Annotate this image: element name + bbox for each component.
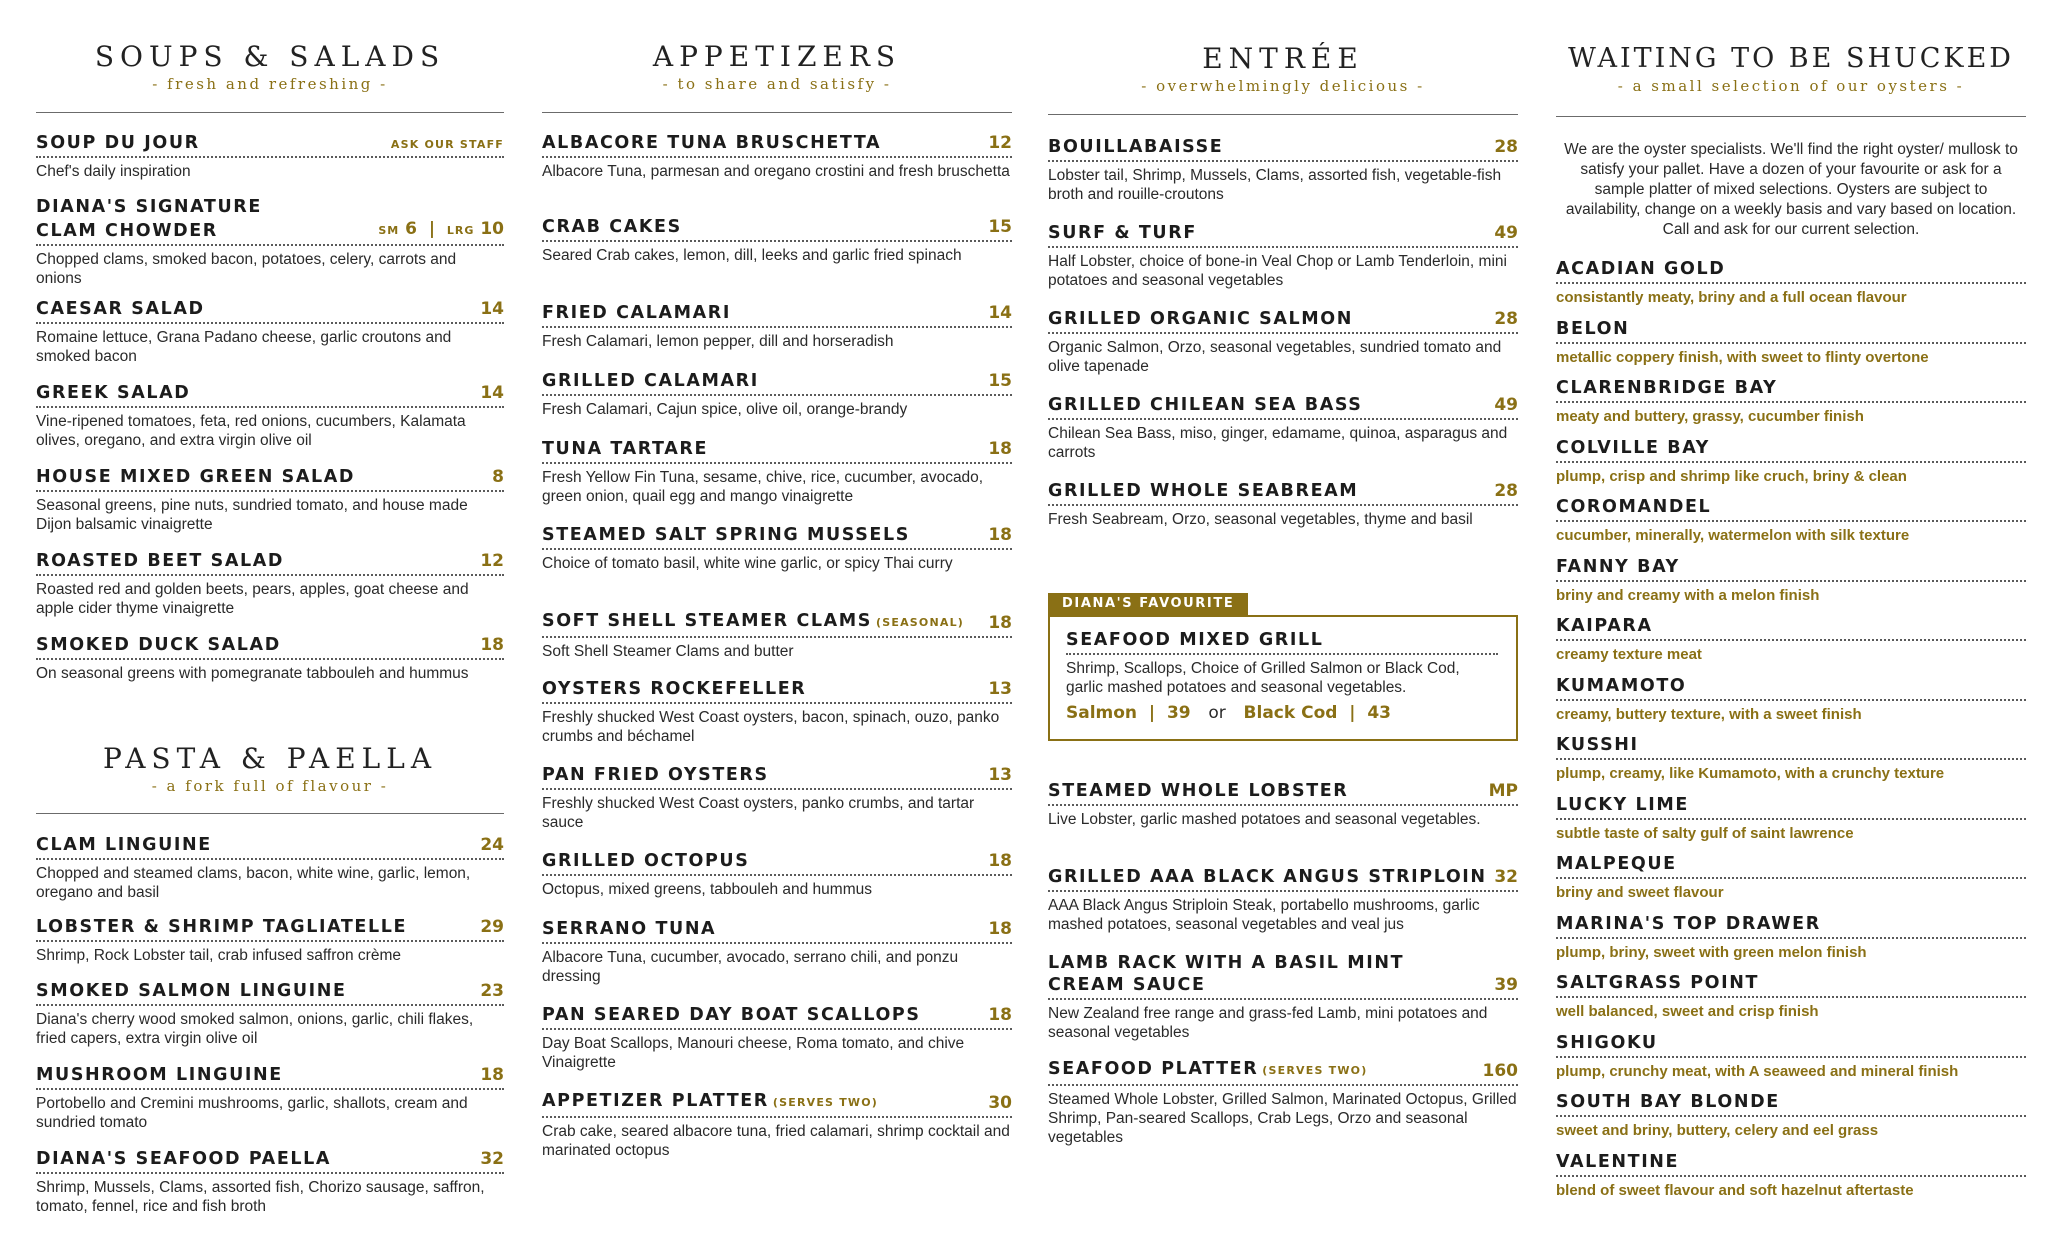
item-price: 28 [1494,137,1518,157]
item-name: STEAMED SALT SPRING MUSSELS [542,525,910,545]
item-price: 32 [1494,867,1518,887]
menu-item-striploin [1048,866,1518,934]
item-name: STEAMED WHOLE LOBSTER [1048,781,1349,801]
item-description: AAA Black Angus Striploin Steak, portabello mushrooms, garlic mashed potatoes, seasonal vegetables and veal jus [1048,897,1480,933]
item-description: Chopped clams, smoked bacon, potatoes, celery, carrots and onions [36,251,457,287]
item-description: Chilean Sea Bass, miso, ginger, edamame, quinoa, asparagus and carrots [1048,425,1508,461]
item-price: 32 [480,1149,504,1169]
oyster-name: KUMAMOTO [1556,675,1687,696]
section-title: APPETIZERS [652,40,902,73]
menu-item-mussels [542,524,1012,573]
item-price: SM 6 | LRG 10 [378,219,504,239]
item-name: BOUILLABAISSE [1048,137,1224,157]
oyster-name: VALENTINE [1556,1151,1680,1172]
item-description: Half Lobster, choice of bone-in Veal Chop or Lamb Tenderloin, mini potatoes and seasonal vegetables [1048,253,1507,289]
menu-item-seabream [1048,480,1518,529]
item-price: 15 [988,371,1012,391]
menu-item-fried-calamari [542,302,1012,351]
item-description: Freshly shucked West Coast oysters, panko crumbs, and tartar sauce [542,795,975,831]
item-description: Day Boat Scallops, Manouri cheese, Roma tomato, and chive Vinaigrette [542,1035,965,1071]
item-name: DIANA'S SEAFOOD PAELLA [36,1149,332,1169]
oyster-item [1556,794,2026,854]
section-title: ENTRÉE [1202,42,1364,75]
item-price: 39 [1494,975,1518,995]
oyster-item [1556,318,2026,378]
item-name: GRILLED WHOLE SEABREAM [1048,481,1359,501]
item-description: Fresh Seabream, Orzo, seasonal vegetables, thyme and basil [1048,511,1473,528]
item-name: LOBSTER & SHRIMP TAGLIATELLE [36,917,408,937]
oyster-item [1556,1091,2026,1151]
oyster-description: blend of sweet flavour and soft hazelnut aftertaste [1556,1181,1914,1199]
oyster-name: SOUTH BAY BLONDE [1556,1092,1780,1112]
item-description: Albacore Tuna, cucumber, avocado, serrano chili, and ponzu dressing [542,949,959,985]
section-title: PASTA & PAELLA [102,742,438,775]
menu-item-bouillabaisse [1048,136,1518,204]
item-price: 14 [480,383,504,403]
item-name: SURF & TURF [1048,223,1197,243]
item-name: APPETIZER PLATTER (SERVES TWO) [542,1091,879,1111]
item-description: Portobello and Cremini mushrooms, garlic, shallots, cream and sundried tomato [36,1095,468,1131]
menu-item-scallops [542,1004,1012,1072]
item-price: 18 [988,439,1012,459]
menu-item-tuna-bruschetta [542,132,1012,181]
menu-item-seafood-platter [1048,1058,1518,1147]
item-description: Fresh Calamari, lemon pepper, dill and horseradish [542,333,894,350]
menu-item-beet-salad [36,550,504,618]
column-soups-pasta [36,0,504,1243]
menu-item-soup-du-jour [36,132,504,181]
item-description: Lobster tail, Shrimp, Mussels, Clams, assorted fish, vegetable-fish broth and rouille-croutons [1048,167,1502,203]
oyster-description: consistantly meaty, briny and a full ocean flavour [1556,289,1907,306]
oyster-item [1556,734,2026,794]
item-description: Diana's cherry wood smoked salmon, onions, garlic, chili flakes, fried capers, extra virgin olive oil [36,1011,474,1047]
oyster-item [1556,675,2026,735]
section-subtitle: - to share and satisfy - [662,75,892,93]
item-price: 23 [480,981,504,1001]
appetizers-header [542,40,1012,94]
oyster-name: LUCKY LIME [1556,794,1689,815]
oyster-item [1556,913,2026,973]
item-name: SMOKED DUCK SALAD [36,635,281,655]
oyster-item [1556,972,2026,1032]
item-price: 13 [988,679,1012,699]
item-name: MUSHROOM LINGUINE [36,1065,283,1085]
item-price: 18 [988,851,1012,871]
section-subtitle: - overwhelmingly delicious - [1141,77,1425,95]
item-description: Shrimp, Mussels, Clams, assorted fish, Chorizo sausage, saffron, tomato, fennel, rice and fish broth [36,1179,485,1215]
item-price: 49 [1494,395,1518,415]
item-name: GRILLED CHILEAN SEA BASS [1048,395,1363,415]
item-description: Albacore Tuna, parmesan and oregano crostini and fresh bruschetta [542,163,1010,180]
section-subtitle: - a small selection of our oysters - [1617,77,1965,95]
menu-item-greek-salad [36,382,504,450]
oyster-description: well balanced, sweet and crisp finish [1556,1003,1819,1020]
oyster-item [1556,556,2026,616]
oyster-name: COROMANDEL [1556,497,1712,517]
oyster-item [1556,377,2026,437]
oysters-header [1556,42,2026,96]
oyster-item [1556,1032,2026,1092]
menu-item-oysters-rockefeller [542,678,1012,746]
item-name: GRILLED CALAMARI [542,371,759,391]
oyster-name: KUSSHI [1556,735,1639,755]
section-title: SOUPS & SALADS [94,40,446,73]
item-description: Crab cake, seared albacore tuna, fried calamari, shrimp cocktail and marinated octopus [542,1123,1010,1159]
item-price: 18 [988,919,1012,939]
menu-item-house-salad [36,466,504,534]
item-price: 28 [1494,481,1518,501]
entree-header [1048,42,1518,96]
oyster-name: ACADIAN GOLD [1556,259,1726,279]
oyster-item [1556,258,2026,318]
item-name: FRIED CALAMARI [542,303,731,323]
column-appetizers [542,0,1012,1243]
favourite-prices: Salmon | 39 or Black Cod | 43 [1066,703,1392,723]
item-price: 14 [480,299,504,319]
item-note: (SERVES TWO) [772,1096,879,1109]
item-name: GRILLED ORGANIC SALMON [1048,309,1354,329]
item-price: 12 [480,551,504,571]
item-name: ALBACORE TUNA BRUSCHETTA [542,133,882,153]
item-description: Roasted red and golden beets, pears, apples, goat cheese and apple cider thyme vinaigrette [36,581,469,617]
oyster-name: FANNY BAY [1556,556,1680,577]
oyster-name: BELON [1556,318,1630,339]
oyster-name: COLVILLE BAY [1556,437,1710,458]
menu-item-surf-turf [1048,222,1518,290]
oyster-description: sweet and briny, buttery, celery and eel grass [1556,1122,1879,1139]
item-description: Romaine lettuce, Grana Padano cheese, garlic croutons and smoked bacon [36,329,452,365]
oyster-description: briny and sweet flavour [1556,884,1724,901]
item-description: Shrimp, Scallops, Choice of Grilled Salmon or Black Cod, garlic mashed potatoes and seasonal vegetables. [1066,660,1460,696]
section-subtitle: - a fork full of flavour - [151,777,389,795]
item-name: SMOKED SALMON LINGUINE [36,981,347,1001]
item-description: Live Lobster, garlic mashed potatoes and seasonal vegetables. [1048,811,1481,828]
item-name: TUNA TARTARE [542,439,708,459]
item-price: 18 [480,635,504,655]
item-name: CAESAR SALAD [36,299,205,319]
item-description: Seasonal greens, pine nuts, sundried tomato, and house made Dijon balsamic vinaigrette [36,497,468,533]
oyster-name: SHIGOKU [1556,1032,1658,1053]
item-price: 30 [988,1093,1012,1113]
item-price: MP [1488,781,1518,801]
item-price: 24 [480,835,504,855]
item-name-line1: DIANA'S SIGNATURE [36,197,262,217]
item-price: 49 [1494,223,1518,243]
oyster-description: plump, briny, sweet with green melon finish [1556,943,1867,961]
menu-item-grilled-octopus [542,850,1012,899]
section-title: WAITING TO BE SHUCKED [1568,43,2014,74]
section-divider [542,112,1012,113]
item-description: New Zealand free range and grass-fed Lamb, mini potatoes and seasonal vegetables [1048,1005,1488,1041]
oyster-list [1556,258,2026,1210]
item-description: Seared Crab cakes, lemon, dill, leeks and garlic fried spinach [542,247,962,264]
menu-item-tagliatelle [36,916,504,965]
item-price: 29 [480,917,504,937]
item-name: CRAB CAKES [542,217,682,237]
item-price: 18 [988,1005,1012,1025]
item-description: On seasonal greens with pomegranate tabbouleh and hummus [36,665,469,682]
item-price: 13 [988,765,1012,785]
oyster-description: plump, creamy, like Kumamoto, with a crunchy texture [1556,765,1945,782]
menu-item-whole-lobster [1048,780,1518,829]
menu-item-clam-linguine [36,834,504,902]
menu-item-mushroom-linguine [36,1064,504,1132]
oyster-description: plump, crisp and shrimp like cruch, briny & clean [1556,467,1907,485]
column-entree [1048,0,1518,1243]
oyster-item [1556,1151,2026,1211]
item-name-line1: LAMB RACK WITH A BASIL MINT [1048,953,1405,973]
item-description: Freshly shucked West Coast oysters, bacon, spinach, ouzo, panko crumbs and béchamel [542,709,1000,745]
section-divider [1048,114,1518,115]
item-description: Soft Shell Steamer Clams and butter [542,643,794,660]
item-note: (SEASONAL) [876,616,965,629]
item-name: SEAFOOD PLATTER (SERVES TWO) [1048,1059,1368,1079]
menu-item-appetizer-platter [542,1090,1012,1160]
oyster-name: SALTGRASS POINT [1556,973,1760,993]
item-name: HOUSE MIXED GREEN SALAD [36,467,356,487]
item-price: 18 [988,613,1012,633]
item-description: Fresh Calamari, Cajun spice, olive oil, orange-brandy [542,401,908,418]
item-name: SOUP DU JOUR [36,133,200,153]
oysters-intro: We are the oyster specialists. We'll find the right oyster/ mullosk to satisfy your pallet. Have a dozen of your favourite or ask for a sample platter of mixed selections. Oysters are subject to availability, change on a weekly basis and vary based on location. Call and ask for our current selection. [1564,141,2018,238]
oyster-item [1556,615,2026,675]
item-name: GREEK SALAD [36,383,191,403]
oyster-item [1556,496,2026,556]
menu-item-lamb-rack [1048,952,1518,1042]
section-divider [36,813,504,814]
oyster-name: MARINA'S TOP DRAWER [1556,913,1821,934]
item-name: PAN SEARED DAY BOAT SCALLOPS [542,1005,921,1025]
item-description: Vine-ripened tomatoes, feta, red onions, cucumbers, Kalamata olives, oregano, and extra virgin olive oil [36,413,466,449]
soups-salads-header [36,40,504,94]
item-name: SERRANO TUNA [542,919,717,939]
item-price: 8 [492,467,504,487]
oyster-name: KAIPARA [1556,616,1653,636]
oyster-item [1556,853,2026,913]
item-name: GRILLED OCTOPUS [542,851,750,871]
menu-item-tuna-tartare [542,438,1012,506]
item-price: 14 [988,303,1012,323]
item-name: GRILLED AAA BLACK ANGUS STRIPLOIN [1048,867,1487,887]
section-divider [36,112,504,113]
section-divider [1556,116,2026,117]
menu-item-salmon-linguine [36,980,504,1048]
item-name: SEAFOOD MIXED GRILL [1066,630,1324,650]
oyster-item [1556,437,2026,497]
menu-item-duck-salad [36,634,504,683]
menu-item-organic-salmon [1048,308,1518,376]
menu-item-steamer-clams [542,610,1012,661]
oyster-description: cucumber, minerally, watermelon with silk texture [1556,527,1910,544]
item-price: 28 [1494,309,1518,329]
item-name-line2: CREAM SAUCE [1048,975,1206,995]
pasta-paella-header [36,742,504,796]
item-name: OYSTERS ROCKEFELLER [542,679,807,699]
item-price: 15 [988,217,1012,237]
item-price: 18 [480,1065,504,1085]
oyster-description: plump, crunchy meat, with A seaweed and mineral finish [1556,1062,1959,1080]
item-name: CLAM LINGUINE [36,835,212,855]
menu-item-seafood-paella [36,1148,504,1216]
item-name: SOFT SHELL STEAMER CLAMS (SEASONAL) [542,611,965,631]
oyster-description: creamy, buttery texture, with a sweet finish [1556,705,1862,723]
item-name: PAN FRIED OYSTERS [542,765,769,785]
oyster-description: metallic coppery finish, with sweet to flinty overtone [1556,348,1929,366]
item-name: ROASTED BEET SALAD [36,551,284,571]
item-note: ASK OUR STAFF [390,138,504,151]
oyster-description: subtle taste of salty gulf of saint lawrence [1556,824,1854,842]
item-description: Chef's daily inspiration [36,163,191,180]
item-description: Shrimp, Rock Lobster tail, crab infused saffron crème [36,947,401,964]
item-description: Choice of tomato basil, white wine garlic, or spicy Thai curry [542,555,953,572]
oyster-name: CLARENBRIDGE BAY [1556,378,1778,398]
column-oysters [1556,0,2026,1243]
menu-item-caesar-salad [36,298,504,366]
item-description: Steamed Whole Lobster, Grilled Salmon, Marinated Octopus, Grilled Shrimp, Pan-seared Scallops, Crab Legs, Orzo and seasonal vegetables [1048,1091,1517,1146]
oyster-description: creamy texture meat [1556,646,1702,663]
favourite-tab: DIANA'S FAVOURITE [1048,593,1248,615]
oyster-name: MALPEQUE [1556,854,1677,874]
favourite-box [1048,615,1518,741]
item-price: 12 [988,133,1012,153]
item-note: (SERVES TWO) [1262,1064,1368,1077]
menu-item-serrano-tuna [542,918,1012,986]
item-description: Octopus, mixed greens, tabbouleh and hummus [542,881,872,898]
menu-item-crab-cakes [542,216,1012,265]
item-price: 160 [1482,1061,1518,1081]
item-description: Fresh Yellow Fin Tuna, sesame, chive, rice, cucumber, avocado, green onion, quail egg and mango vinaigrette [542,469,984,505]
item-price: 18 [988,525,1012,545]
menu-item-sea-bass [1048,394,1518,462]
item-description: Chopped and steamed clams, bacon, white wine, garlic, lemon, oregano and basil [36,865,471,901]
item-name-line2: CLAM CHOWDER [36,221,218,241]
section-subtitle: - fresh and refreshing - [152,75,388,93]
menu-item-clam-chowder [36,196,504,288]
oyster-description: meaty and buttery, grassy, cucumber finish [1556,408,1864,425]
item-description: Organic Salmon, Orzo, seasonal vegetables, sundried tomato and olive tapenade [1048,339,1502,375]
menu-item-pan-fried-oysters [542,764,1012,832]
menu-item-grilled-calamari [542,370,1012,419]
oyster-description: briny and creamy with a melon finish [1556,586,1820,604]
